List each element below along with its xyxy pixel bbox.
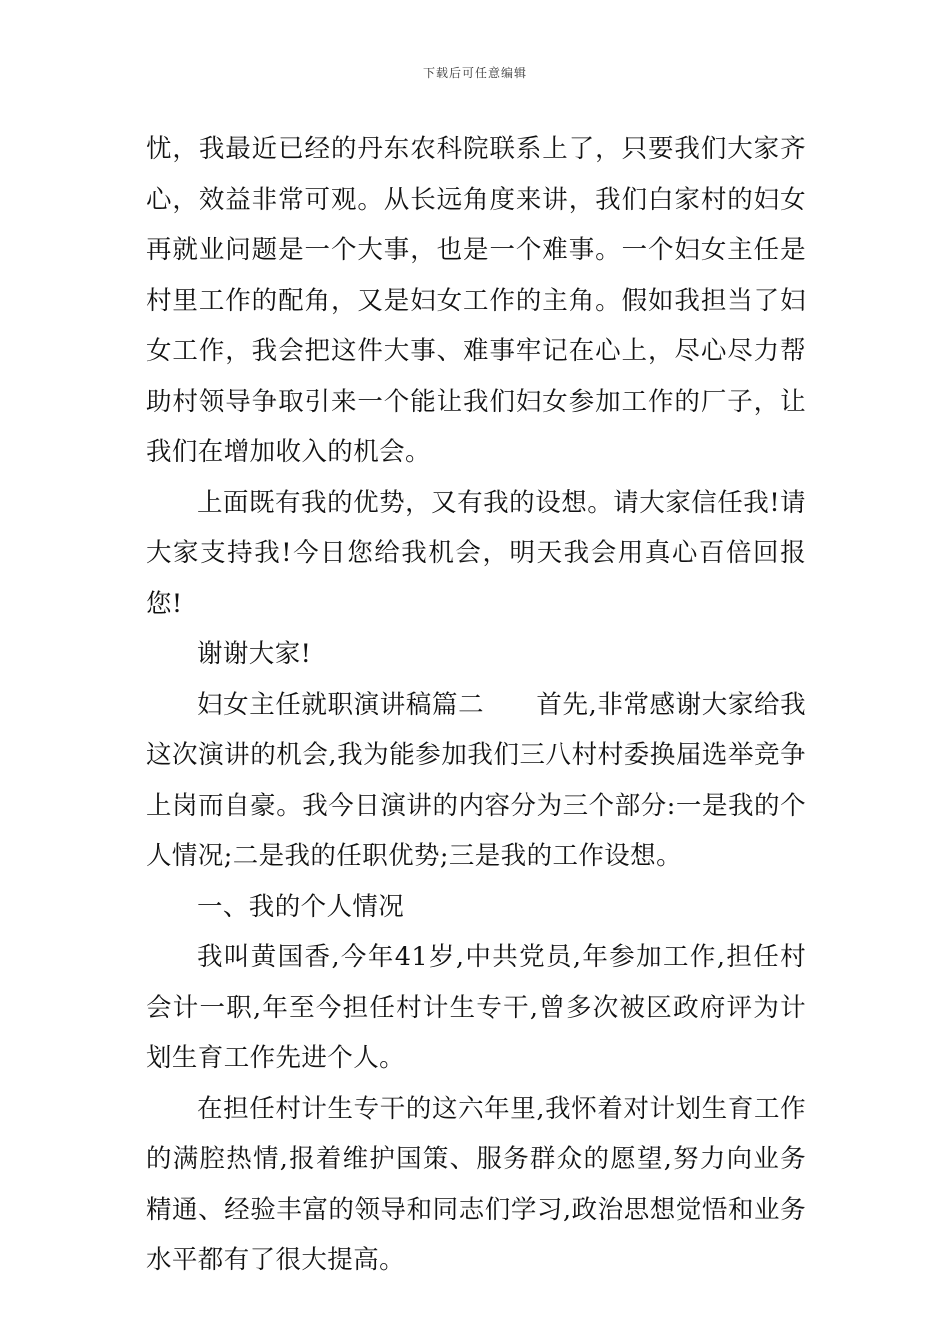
section-heading-personal: 一、我的个人情况 [197,891,405,922]
paragraph-work-experience: 在担任村计生专干的这六年里,我怀着对计划生育工作的满腔热情,报着维护国策、服务群众的愿望,努力向业务精通、经验丰富的领导和同志们学习,政治思想觉悟和业务水平都有了很大提高。 [146,1093,806,1275]
paragraph-continuation: 忧，我最近已经的丹东农科院联系上了，只要我们大家齐心，效益非常可观。从长远角度来讲，我们白家村的妇女再就业问题是一个大事，也是一个难事。一个妇女主任是村里工作的配角，又是妇女工作的主角。假如我担当了妇女工作，我会把这件大事、难事牢记在心上，尽心尽力帮助村领导争取引来一个能让我们妇女参加工作的厂子，让我们在增加收入的机会。 [146,134,806,467]
paragraph-thanks: 谢谢大家! [197,639,312,669]
page-header: 下载后可任意编辑 [422,66,527,80]
paragraph-closing-appeal: 上面既有我的优势，又有我的设想。请大家信任我!请大家支持我!今日您给我机会，明天我会用真心百倍回报您! [146,487,806,619]
paragraph-speech-two-intro: 妇女主任就职演讲稿篇二 首先,非常感谢大家给我这次演讲的机会,我为能参加我们三八村村委换届选举竞争上岗而自豪。我今日演讲的内容分为三个部分:一是我的个人情况;二是我的任职优势;三是我的工作设想。 [146,689,806,871]
document-body [146,124,806,1286]
paragraph-personal-info: 我叫黄国香,今年41岁,中共党员,年参加工作,担任村会计一职,年至今担任村计生专干,曾多次被区政府评为计划生育工作先进个人。 [146,942,806,1073]
